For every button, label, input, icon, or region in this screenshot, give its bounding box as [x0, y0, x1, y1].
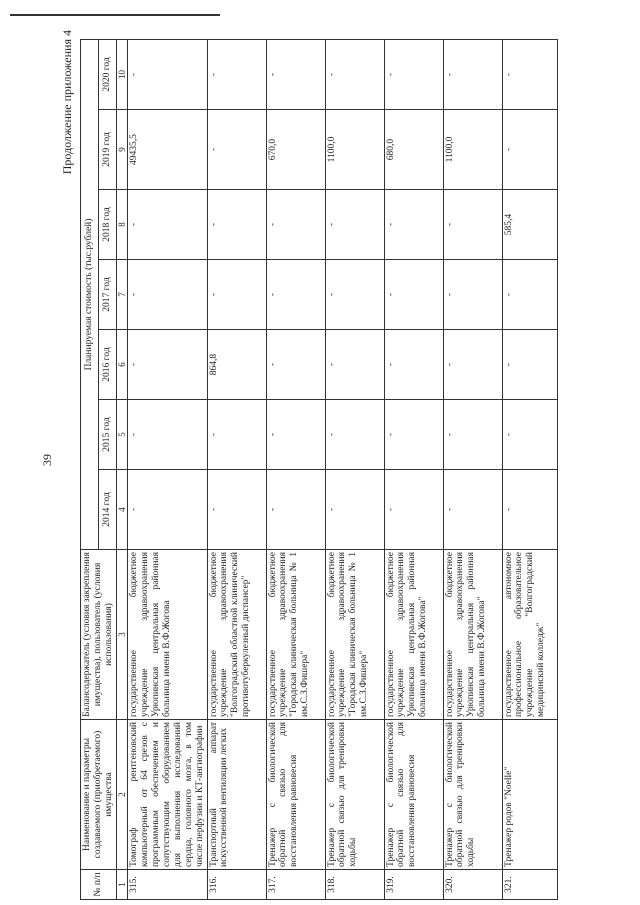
cost-value: -	[207, 110, 266, 190]
column-number: 8	[116, 190, 127, 260]
cost-value: -	[325, 39, 384, 109]
balance-holder: государственное бюджетное учреждение здравоохранения Урюпинская центральная районная больница имени В.Ф.Жогова"	[384, 550, 443, 720]
cost-value: -	[128, 470, 207, 550]
column-number: 4	[116, 470, 127, 550]
header-planned-cost: Планируемая стоимость (тыс.рублей)	[81, 39, 99, 549]
cost-value: -	[443, 39, 502, 109]
row-number: 316.	[207, 870, 266, 900]
property-table	[80, 39, 558, 900]
year-header: 2014 год	[98, 470, 116, 550]
header-num: № п/п	[81, 870, 117, 900]
page-number: 39	[40, 454, 54, 466]
top-rule	[10, 14, 220, 16]
rotated-page	[40, 20, 600, 900]
cost-value: -	[384, 330, 443, 400]
balance-holder: государственное бюджетное учреждение здравоохранения "Городская клиническая больница № 1 им.С.З.Фишера"	[266, 550, 325, 720]
cost-value: -	[128, 190, 207, 260]
cost-value: -	[266, 39, 325, 109]
cost-value: -	[502, 400, 557, 470]
cost-value: -	[128, 260, 207, 330]
cost-value: -	[266, 260, 325, 330]
row-number: 320.	[443, 870, 502, 900]
column-number: 5	[116, 400, 127, 470]
cost-value: -	[128, 39, 207, 109]
column-number: 3	[116, 550, 127, 720]
header-name: Наименование и параметры создаваемого (приобретаемого) имущества	[81, 720, 117, 870]
cost-value: 49435,5	[128, 110, 207, 190]
property-name: Тренажер с биологической обратной связью для восстановления равновесия	[384, 720, 443, 870]
header-holder: Балансодержатель (условия закрепления имущества), пользователь (условия использования)	[81, 550, 117, 720]
cost-value: -	[384, 470, 443, 550]
cost-value: 680,0	[384, 110, 443, 190]
table-row	[384, 39, 443, 899]
cost-value: -	[266, 400, 325, 470]
row-number: 317.	[266, 870, 325, 900]
table-row	[502, 39, 557, 899]
year-header: 2016 год	[98, 330, 116, 400]
cost-value: -	[325, 400, 384, 470]
cost-value: -	[325, 470, 384, 550]
property-name: Тренажер с биологической обратной связью для тренировки ходьбы	[325, 720, 384, 870]
property-name: Тренажер с биологической обратной связью для тренировки ходьбы	[443, 720, 502, 870]
cost-value: -	[266, 190, 325, 260]
cost-value: -	[325, 330, 384, 400]
cost-value: 1100,0	[325, 110, 384, 190]
cost-value: -	[128, 330, 207, 400]
cost-value: -	[443, 260, 502, 330]
cost-value: -	[443, 470, 502, 550]
cost-value: -	[443, 330, 502, 400]
cost-value: -	[502, 330, 557, 400]
cost-value: -	[443, 400, 502, 470]
continuation-label: Продолжение приложения 4	[60, 30, 74, 175]
balance-holder: государственное бюджетное учреждение здравоохранения "Городская клиническая больница № 1 им.С.З.Фишера"	[325, 550, 384, 720]
row-number: 319.	[384, 870, 443, 900]
cost-value: -	[207, 470, 266, 550]
cost-value: 585,4	[502, 190, 557, 260]
cost-value: -	[502, 110, 557, 190]
table-row	[443, 39, 502, 899]
cost-value: -	[207, 260, 266, 330]
balance-holder: государственное автономное профессиональное образовательное учреждение "Волгоградский медицинский колледж"	[502, 550, 557, 720]
column-number-row	[116, 39, 127, 899]
row-number: 315.	[128, 870, 207, 900]
cost-value: -	[502, 39, 557, 109]
cost-value: -	[384, 39, 443, 109]
cost-value: -	[207, 39, 266, 109]
column-number: 1	[116, 870, 127, 900]
cost-value: -	[502, 470, 557, 550]
cost-value: -	[207, 190, 266, 260]
column-number: 6	[116, 330, 127, 400]
cost-value: 1100,0	[443, 110, 502, 190]
year-header: 2018 год	[98, 190, 116, 260]
table-row	[128, 39, 207, 899]
cost-value: -	[384, 190, 443, 260]
cost-value: -	[266, 470, 325, 550]
balance-holder: государственное бюджетное учреждение здравоохранения Урюпинская центральная районная больница имени В.Ф.Жогова"	[443, 550, 502, 720]
cost-value: -	[502, 260, 557, 330]
column-number: 2	[116, 720, 127, 870]
column-number: 10	[116, 39, 127, 109]
cost-value: -	[128, 400, 207, 470]
table-row	[325, 39, 384, 899]
year-header: 2019 год	[98, 110, 116, 190]
table-body	[128, 39, 557, 899]
year-header: 2015 год	[98, 400, 116, 470]
property-name: Транспортный аппарат искусственной вентиляции легких	[207, 720, 266, 870]
table-row	[207, 39, 266, 899]
cost-value: -	[325, 190, 384, 260]
cost-value: -	[384, 400, 443, 470]
cost-value: -	[266, 330, 325, 400]
balance-holder: государственное бюджетное учреждение здравоохранения Урюпинская центральная районная больница имени В.Ф.Жогова	[128, 550, 207, 720]
table-row	[266, 39, 325, 899]
cost-value: -	[207, 400, 266, 470]
year-header: 2020 год	[98, 39, 116, 109]
row-number: 321.	[502, 870, 557, 900]
cost-value: -	[384, 260, 443, 330]
cost-value: -	[443, 190, 502, 260]
cost-value: 864,8	[207, 330, 266, 400]
property-name: Тренажер родов "Noelle"	[502, 720, 557, 870]
cost-value: -	[325, 260, 384, 330]
cost-value: 670,0	[266, 110, 325, 190]
row-number: 318.	[325, 870, 384, 900]
column-number: 7	[116, 260, 127, 330]
balance-holder: государственное бюджетное учреждение здравоохранения "Волгоградский областной клинический противотуберкулезный диспансер"	[207, 550, 266, 720]
column-number: 9	[116, 110, 127, 190]
year-header: 2017 год	[98, 260, 116, 330]
property-name: Томограф рентгеновский компьютерный от 64 срезов с программным обеспечением и сопутствующим оборудованием для выполнения исследований сердца, головного мозга, в том числе перфузии и КТ-ангиографии	[128, 720, 207, 870]
property-name: Тренажер с биологической обратной связью для восстановления равновесия	[266, 720, 325, 870]
